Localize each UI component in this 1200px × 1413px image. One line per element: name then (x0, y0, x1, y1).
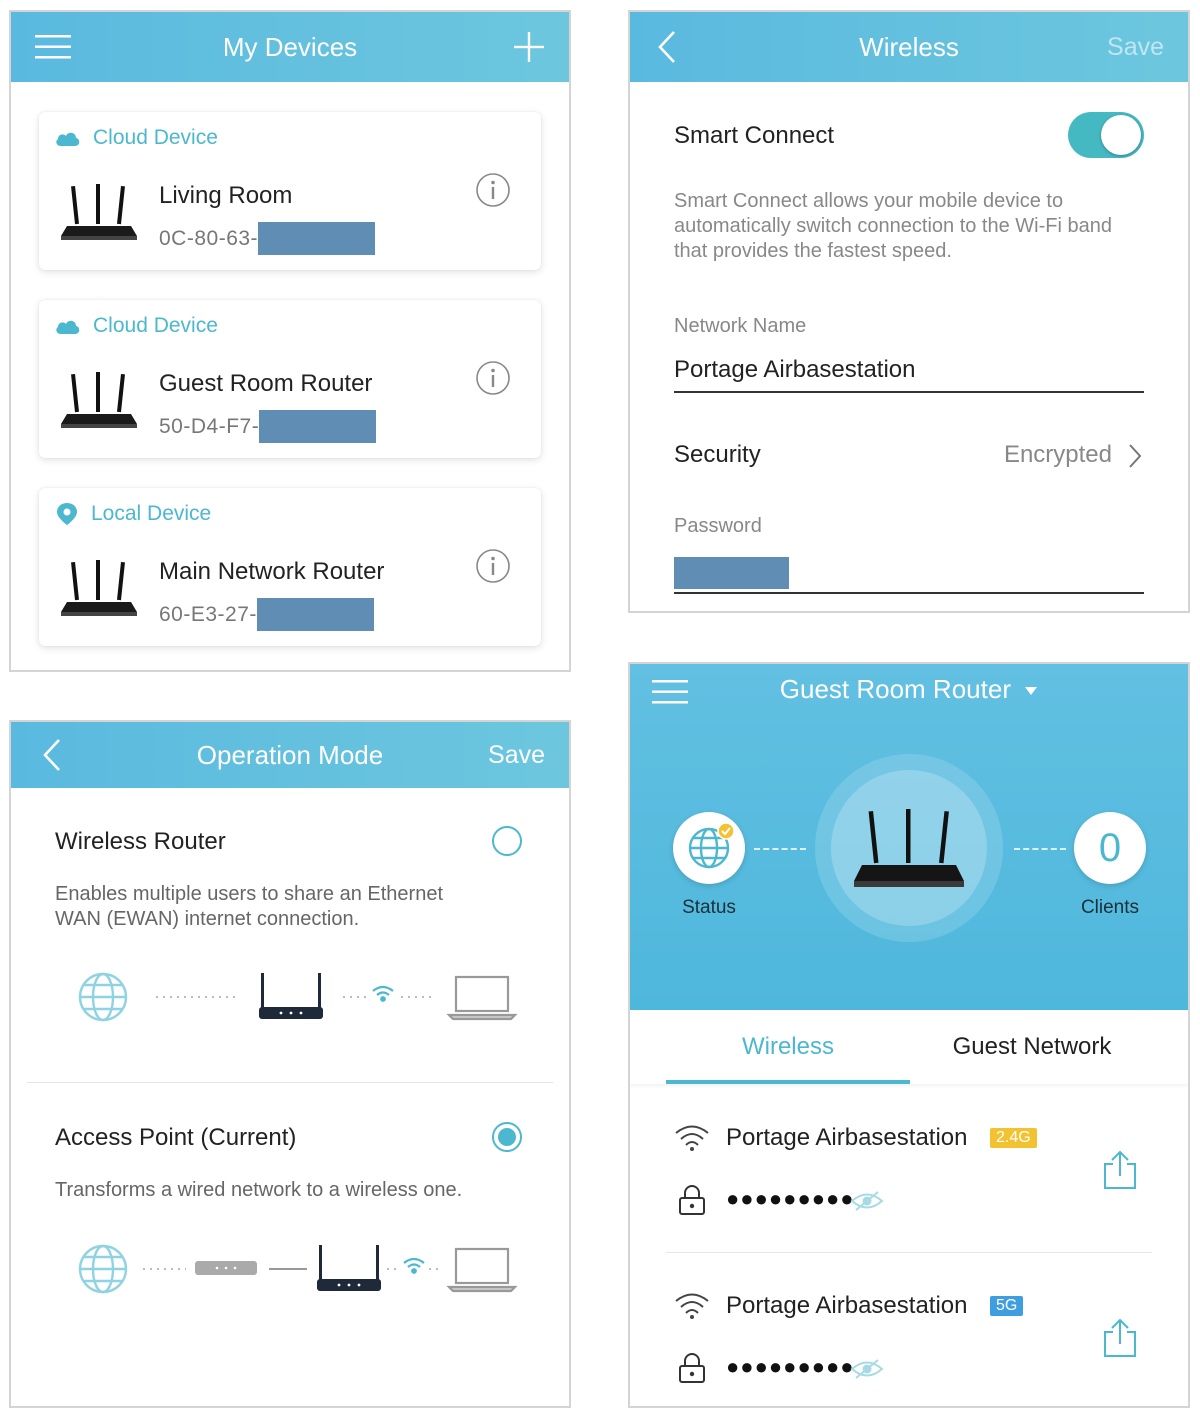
menu-button[interactable] (33, 12, 73, 82)
smart-connect-label: Smart Connect (674, 122, 835, 149)
info-icon (475, 360, 511, 396)
operation-mode-panel (9, 720, 571, 1408)
share-icon[interactable] (1102, 1318, 1138, 1358)
password-mask: ●●●●●●●●● (726, 1186, 855, 1211)
tab-guest-network[interactable]: Guest Network (952, 1033, 1112, 1060)
password-mask: ●●●●●●●●● (726, 1354, 855, 1379)
router-icon[interactable] (854, 809, 964, 891)
wifi-icon (674, 1292, 710, 1320)
radio-access-point[interactable] (492, 1122, 522, 1152)
device-mac (159, 222, 375, 255)
band-badge-2g: 2.4G (990, 1128, 1037, 1148)
tab-indicator (666, 1080, 910, 1084)
router-selector-title: Guest Room Router (779, 674, 1011, 704)
device-mac (159, 598, 374, 631)
page-title: My Devices (222, 32, 358, 62)
mode-desc-wireless-router (55, 882, 443, 932)
device-type-label: Cloud Device (93, 314, 218, 337)
chevron-left-icon (42, 738, 62, 772)
mode-desc-line: Transforms a wired network to a wireless one. (55, 1179, 463, 1201)
network-name-input[interactable]: Portage Airbasestation (674, 356, 916, 383)
device-type-label: Local Device (91, 502, 212, 525)
mode-title-wireless-router: Wireless Router (55, 828, 226, 855)
radio-wireless-router[interactable] (492, 826, 522, 856)
save-button[interactable]: Save (488, 740, 545, 769)
share-icon[interactable] (1102, 1150, 1138, 1190)
chevron-left-icon (657, 30, 677, 64)
cloud-icon (55, 130, 81, 147)
device-card-main-network[interactable] (39, 488, 541, 646)
security-row[interactable] (674, 437, 1144, 477)
mode-desc-access-point (55, 1178, 462, 1203)
network-name: Portage Airbasestation (726, 1124, 968, 1151)
network-name: Portage Airbasestation (726, 1292, 968, 1319)
smart-connect-description: Smart Connect allows your mobile device to automatically switch connection to the Wi-Fi band that provides the fastest speed. (674, 190, 1112, 262)
toggle-knob (1101, 115, 1141, 155)
smart-connect-toggle[interactable] (1068, 112, 1144, 158)
device-type (55, 126, 218, 150)
wifi-icon (404, 1259, 424, 1273)
wifi-icon (674, 1124, 710, 1152)
save-button[interactable]: Save (1107, 32, 1164, 61)
clients-label: Clients (1080, 897, 1140, 918)
wifi-icon (373, 987, 393, 1001)
clients-button[interactable] (1074, 812, 1146, 884)
eye-hidden-icon[interactable] (850, 1358, 884, 1380)
plus-icon (513, 31, 545, 63)
device-card-guest-room[interactable] (39, 300, 541, 458)
wireless-header (630, 12, 1188, 82)
globe-icon (80, 1246, 126, 1292)
device-mac-text: 0C-80-63- (159, 226, 259, 250)
info-icon (475, 172, 511, 208)
redaction-block (259, 410, 376, 443)
device-name: Living Room (159, 182, 293, 209)
lock-icon (678, 1352, 706, 1384)
router-selector[interactable] (630, 674, 1188, 705)
lock-icon (678, 1184, 706, 1216)
my-devices-header (11, 12, 569, 82)
dashboard-hero (630, 664, 1188, 1010)
tab-bar (630, 1010, 1188, 1084)
hamburger-icon (35, 34, 71, 60)
info-icon (475, 548, 511, 584)
add-device-button[interactable] (509, 12, 549, 82)
status-label: Status (682, 897, 736, 918)
wireless-panel (628, 10, 1190, 613)
status-button[interactable] (673, 812, 745, 884)
device-mac (159, 410, 376, 443)
laptop-icon (449, 1249, 515, 1291)
band-badge-5g: 5G (990, 1296, 1023, 1316)
globe-icon (80, 974, 126, 1020)
router-icon (317, 1245, 381, 1291)
my-devices-panel (9, 10, 571, 672)
security-value: Encrypted (1003, 441, 1112, 468)
page-title: Operation Mode (196, 740, 384, 770)
clients-count: 0 (1098, 826, 1122, 870)
wireless-router-diagram (71, 967, 521, 1027)
info-button[interactable] (475, 548, 511, 589)
password-underline (674, 592, 1144, 594)
caret-down-icon (1024, 686, 1038, 696)
cloud-icon (55, 318, 81, 335)
clients-connector (1014, 848, 1066, 850)
redaction-block (257, 598, 374, 631)
page-title: Wireless (859, 32, 959, 62)
back-button[interactable] (37, 722, 67, 788)
router-icon (61, 372, 137, 435)
location-pin-icon (55, 502, 79, 526)
dashboard-panel (628, 662, 1190, 1408)
operation-mode-header (11, 722, 569, 788)
info-button[interactable] (475, 360, 511, 401)
access-point-diagram (71, 1239, 521, 1299)
modem-icon (195, 1261, 257, 1275)
mode-desc-line: Enables multiple users to share an Ethernet (55, 883, 443, 905)
redaction-block (258, 222, 375, 255)
mode-desc-line: WAN (EWAN) internet connection. (55, 908, 360, 930)
security-label: Security (674, 441, 761, 468)
device-type-label: Cloud Device (93, 126, 218, 149)
chevron-right-icon (1128, 443, 1142, 469)
password-input[interactable] (674, 557, 1144, 593)
laptop-icon (449, 977, 515, 1019)
back-button[interactable] (652, 12, 682, 82)
device-mac-text: 50-D4-F7- (159, 414, 260, 438)
device-type (55, 502, 211, 526)
eye-hidden-icon[interactable] (850, 1190, 884, 1212)
check-badge-icon (717, 822, 735, 840)
device-mac-text: 60-E3-27- (159, 602, 257, 626)
router-icon (61, 184, 137, 247)
device-card-living-room[interactable] (39, 112, 541, 270)
device-type (55, 314, 218, 338)
router-icon (61, 560, 137, 623)
redaction-block (674, 557, 789, 589)
mode-title-access-point: Access Point (Current) (55, 1124, 297, 1151)
mode-divider (27, 1082, 553, 1083)
device-name: Main Network Router (159, 558, 385, 585)
router-icon (259, 973, 323, 1019)
network-name-underline (674, 391, 1144, 393)
status-connector (754, 848, 806, 850)
tab-wireless[interactable]: Wireless (741, 1033, 834, 1060)
network-name-label: Network Name (674, 315, 807, 337)
device-name: Guest Room Router (159, 370, 373, 397)
password-label: Password (674, 515, 762, 537)
network-divider (666, 1252, 1152, 1253)
info-button[interactable] (475, 172, 511, 213)
